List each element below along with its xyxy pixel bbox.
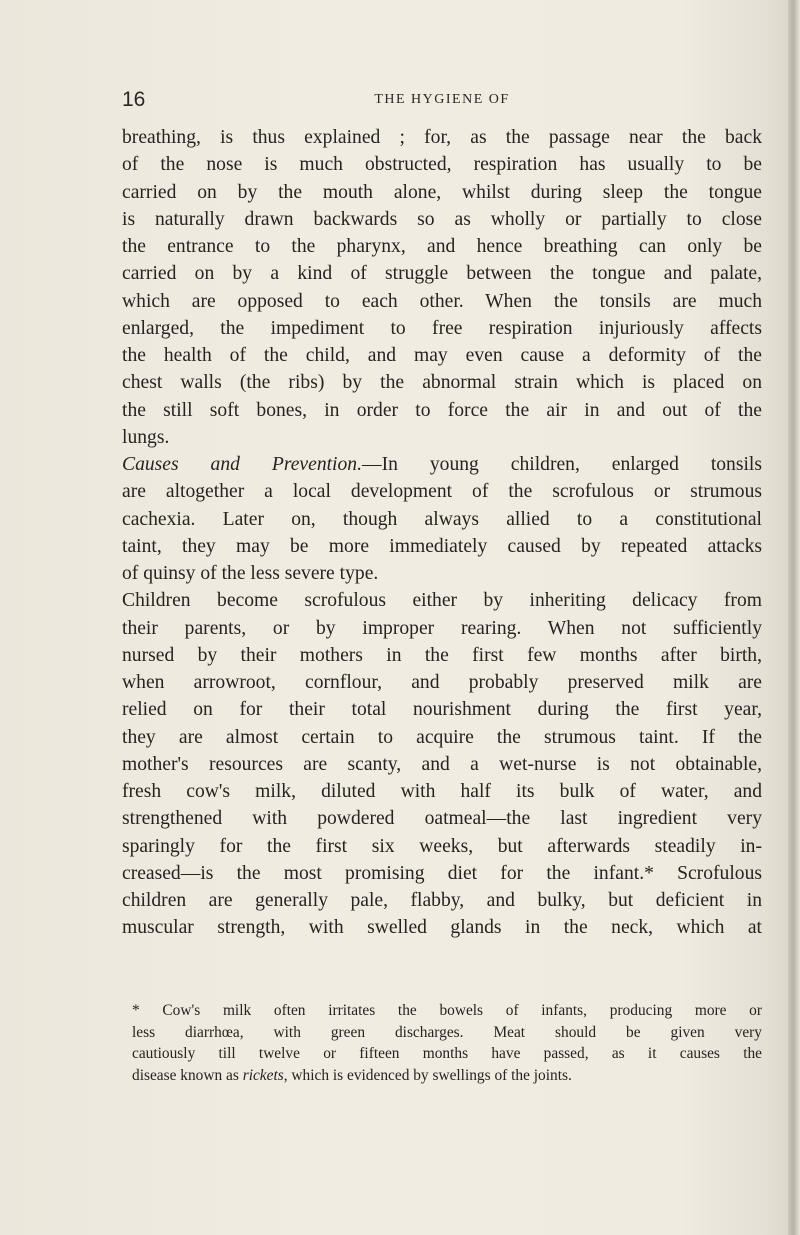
text-line: of the nose is much obstructed, respiration has usually to be xyxy=(122,154,762,176)
text-line: sparingly for the first six weeks, but afterwards steadily in- xyxy=(122,835,762,857)
text-line: they are almost certain to acquire the strumous taint. If the xyxy=(122,726,762,748)
running-head: THE HYGIENE OF xyxy=(374,92,510,107)
text-line: nursed by their mothers in the first few months after birth, xyxy=(122,644,762,666)
footnote-line: disease known as rickets, which is evidenced by swellings of the joints. xyxy=(132,1066,572,1084)
page-edge-shadow xyxy=(788,0,800,1235)
text-line: their parents, or by improper rearing. When not sufficiently xyxy=(122,617,762,639)
text-line: cachexia. Later on, though always allied to a constitutional xyxy=(122,508,762,530)
text-line: chest walls (the ribs) by the abnormal strain which is placed on xyxy=(122,372,762,394)
text-line: taint, they may be more immediately caused by repeated attacks xyxy=(122,535,762,557)
text-line: carried on by a kind of struggle between the tongue and palate, xyxy=(122,263,762,285)
text-line: of quinsy of the less severe type. xyxy=(122,563,379,584)
footnote-line: less diarrhœa, with green discharges. Meat should be given very xyxy=(132,1023,762,1041)
footnote-line: cautiously till twelve or fifteen months have passed, as it causes the xyxy=(132,1045,762,1062)
text-line: fresh cow's milk, diluted with half its bulk of water, and xyxy=(122,781,762,802)
text-line: relied on for their total nourishment during the first year, xyxy=(122,699,762,721)
footnote-line: * Cow's milk often irritates the bowels of infants, producing more or xyxy=(132,1002,762,1019)
text-line: when arrowroot, cornflour, and probably preserved milk are xyxy=(122,672,762,693)
text-line: lungs. xyxy=(122,426,170,448)
section-heading: Causes and Prevention. xyxy=(122,454,362,475)
text-line: muscular strength, with swelled glands in the neck, which at xyxy=(122,917,762,939)
text-line: enlarged, the impediment to free respiration injuriously affects xyxy=(122,317,762,339)
text-line: the still soft bones, in order to force the air in and out of the xyxy=(122,399,762,421)
italic-term: rickets xyxy=(242,1066,284,1084)
text-line: is naturally drawn backwards so as wholly or partially to close xyxy=(122,208,762,230)
body-text xyxy=(122,124,762,942)
text-line: mother's resources are scanty, and a wet-nurse is not obtainable, xyxy=(122,753,762,775)
text-line: Causes and Prevention.—In young children, enlarged tonsils xyxy=(122,454,762,475)
text-line: Children become scrofulous either by inheriting delicacy from xyxy=(122,590,762,612)
page-header xyxy=(122,88,762,112)
text-line: are altogether a local development of the scrofulous or strumous xyxy=(122,481,762,503)
text-line: breathing, is thus explained ; for, as the passage near the back xyxy=(122,127,762,148)
text-line: the health of the child, and may even cause a deformity of the xyxy=(122,345,762,366)
text-line: creased—is the most promising diet for the infant.* Scrofulous xyxy=(122,862,762,884)
footnote xyxy=(132,1000,762,1086)
text-line: children are generally pale, flabby, and bulky, but deficient in xyxy=(122,890,762,911)
text-line: the entrance to the pharynx, and hence breathing can only be xyxy=(122,236,762,257)
page-number: 16 xyxy=(122,88,146,111)
text-line: strengthened with powdered oatmeal—the last ingredient very xyxy=(122,808,762,830)
text-line: which are opposed to each other. When the tonsils are much xyxy=(122,290,762,312)
text-line: carried on by the mouth alone, whilst during sleep the tongue xyxy=(122,181,762,203)
